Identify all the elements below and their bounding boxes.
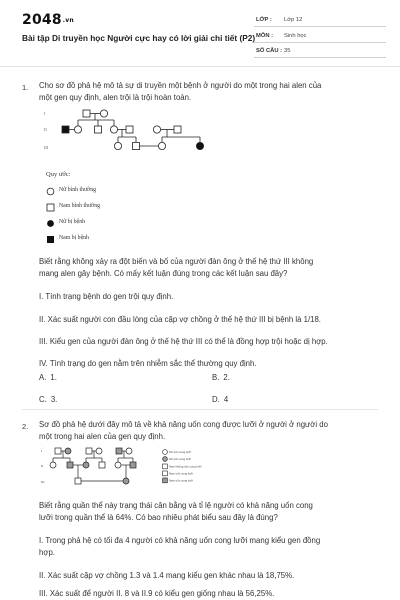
female-affected-symbol bbox=[196, 142, 203, 149]
legend-label: Nam bình thường bbox=[59, 203, 100, 209]
male-affected-symbol bbox=[130, 462, 136, 468]
question-number: 1. bbox=[22, 83, 29, 92]
statement: I. Trong phả hệ có tối đa 4 người có khả năng uốn cong lưỡi mang kiểu gen đồng bbox=[39, 536, 321, 545]
header-divider bbox=[0, 66, 400, 67]
legend-label: Nữ uốn cong lưỡi bbox=[169, 450, 191, 454]
logo-suffix: .vn bbox=[62, 16, 74, 24]
legend-label: Nam uốn cong lưỡi bbox=[169, 478, 193, 483]
male-normal-symbol bbox=[83, 110, 90, 117]
male-normal-symbol bbox=[126, 126, 133, 133]
female-affected-icon bbox=[46, 219, 55, 228]
pedigree-chart-2 bbox=[38, 446, 218, 490]
statement: hợp. bbox=[39, 548, 55, 557]
female-normal-symbol bbox=[50, 462, 56, 468]
site-logo[interactable] bbox=[22, 12, 74, 28]
male-normal-symbol bbox=[55, 448, 61, 454]
answer-option-a[interactable] bbox=[39, 373, 57, 382]
female-normal-icon bbox=[163, 450, 168, 455]
legend-label: Nữ bị bệnh bbox=[59, 219, 86, 225]
pedigree-chart-1 bbox=[40, 107, 230, 165]
statement: II. Xác suất cặp vợ chồng 1.3 và 1.4 mang kiểu gen khác nhau là 18,75%. bbox=[39, 571, 295, 580]
document-title: Bài tập Di truyền học Người cực hay có lời giải chi tiết (P2) bbox=[22, 33, 256, 43]
female-affected-symbol bbox=[65, 448, 71, 454]
male-affected-symbol bbox=[62, 126, 69, 133]
male-affected-icon bbox=[46, 235, 55, 244]
answer-option-c[interactable] bbox=[39, 395, 57, 404]
female-normal-symbol bbox=[115, 462, 121, 468]
female-normal-symbol bbox=[153, 126, 160, 133]
page-header bbox=[0, 0, 400, 66]
male-affected-symbol bbox=[67, 462, 73, 468]
answer-key: A. bbox=[39, 373, 47, 382]
female-normal-symbol bbox=[74, 126, 81, 133]
question-stem-line: một trong hai alen của gen quy định. bbox=[39, 432, 166, 441]
question-stem-line: một gen quy định, alen trội là trội hoàn toàn. bbox=[39, 93, 192, 102]
answer-text: 1. bbox=[50, 373, 57, 382]
logo-text: 2048 bbox=[22, 12, 62, 28]
meta-value: Sinh học bbox=[284, 33, 307, 39]
male-normal-icon bbox=[163, 471, 168, 476]
answer-text: 4 bbox=[223, 395, 229, 404]
male-normal-icon bbox=[46, 203, 55, 212]
pedigree-legend bbox=[46, 171, 156, 251]
meta-value: 35 bbox=[284, 48, 291, 54]
male-normal-symbol bbox=[99, 462, 105, 468]
generation-label: III bbox=[44, 145, 48, 150]
answer-key: D. bbox=[212, 395, 220, 404]
female-affected-symbol bbox=[123, 478, 129, 484]
female-normal-symbol bbox=[126, 448, 132, 454]
question-stem-line: Cho sơ đồ phả hệ mô tả sự di truyền một bệnh ở người do một trong hai alen của bbox=[39, 81, 322, 90]
male-normal-symbol bbox=[133, 143, 140, 150]
statement: III. Kiểu gen của người đàn ông ở thế hệ thứ III có thể là đồng hợp trội hoặc dị hợp. bbox=[39, 337, 328, 346]
female-affected-icon bbox=[163, 457, 168, 462]
female-affected-symbol bbox=[83, 462, 89, 468]
female-normal-symbol bbox=[158, 142, 165, 149]
statement: III. Xác suất để người II. 8 và II.9 có kiểu gen giống nhau là 56,25%. bbox=[39, 589, 275, 598]
female-normal-symbol bbox=[100, 110, 107, 117]
male-affected-symbol bbox=[116, 448, 122, 454]
female-normal-symbol bbox=[110, 126, 117, 133]
question-text-line: mang alen gây bệnh. Có mấy kết luận đúng trong các kết luận sau đây? bbox=[39, 269, 288, 278]
female-normal-icon bbox=[46, 187, 55, 196]
meta-label: MÔN : bbox=[256, 33, 274, 39]
answer-option-b[interactable] bbox=[212, 373, 230, 382]
legend-title: Quy ước: bbox=[46, 171, 71, 178]
question-text-line: Biết rằng quần thể này trạng thái cân bằng và tỉ lệ người có khả năng uốn cong bbox=[39, 501, 313, 510]
meta-label: LỚP : bbox=[256, 17, 272, 23]
male-normal-symbol bbox=[86, 448, 92, 454]
meta-row-subject bbox=[254, 28, 386, 43]
meta-row-class bbox=[254, 12, 386, 27]
male-affected-icon bbox=[163, 478, 168, 483]
question-number: 2. bbox=[22, 422, 29, 431]
generation-label: I bbox=[44, 111, 46, 116]
answer-text: 2. bbox=[223, 373, 230, 382]
legend-label: Nam không uốn cong lưỡi bbox=[169, 464, 202, 469]
male-normal-icon bbox=[163, 464, 168, 469]
question-text-line: Biết rằng không xảy ra đột biến và bố của người đàn ông ở thế hệ thứ III không bbox=[39, 257, 314, 266]
answer-key: B. bbox=[212, 373, 220, 382]
male-normal-symbol bbox=[75, 478, 81, 484]
question-stem-line: Sơ đồ phả hệ dưới đây mô tả về khả năng uốn cong được lưỡi ở người ở người do bbox=[39, 420, 328, 429]
male-normal-symbol bbox=[95, 126, 102, 133]
generation-label: II bbox=[41, 464, 44, 468]
answer-text: 3. bbox=[50, 395, 58, 404]
female-normal-symbol bbox=[96, 448, 102, 454]
meta-row-count bbox=[254, 43, 386, 58]
statement: IV. Tình trạng do gen nằm trên nhiễm sắc thể thường quy định. bbox=[39, 359, 257, 368]
generation-label: I bbox=[41, 449, 43, 453]
generation-label: II bbox=[44, 127, 47, 132]
legend-label: Nữ uốn cong lưỡi bbox=[169, 457, 191, 461]
question-text-line: lưỡi trong quần thể là 64%. Có bao nhiêu phát biểu sau đây là đúng? bbox=[39, 513, 278, 522]
meta-value: Lớp 12 bbox=[284, 17, 303, 23]
answer-option-d[interactable] bbox=[212, 395, 228, 404]
answer-key: C. bbox=[39, 395, 47, 404]
statement: II. Xác suất người con đầu lòng của cặp vợ chồng ở thế hệ thứ III bị bệnh là 1/18. bbox=[39, 315, 321, 324]
legend-label: Nam uốn cong lưỡi bbox=[169, 471, 193, 476]
statement: I. Tính trạng bệnh do gen trội quy định. bbox=[39, 292, 174, 301]
female-normal-symbol bbox=[114, 142, 121, 149]
legend-label: Nữ bình thường bbox=[59, 187, 97, 193]
legend-label: Nam bị bệnh bbox=[59, 235, 89, 241]
meta-label: SỐ CÂU : bbox=[256, 48, 283, 54]
generation-label: III bbox=[41, 480, 45, 484]
question-separator bbox=[22, 409, 378, 410]
male-normal-symbol bbox=[174, 126, 181, 133]
